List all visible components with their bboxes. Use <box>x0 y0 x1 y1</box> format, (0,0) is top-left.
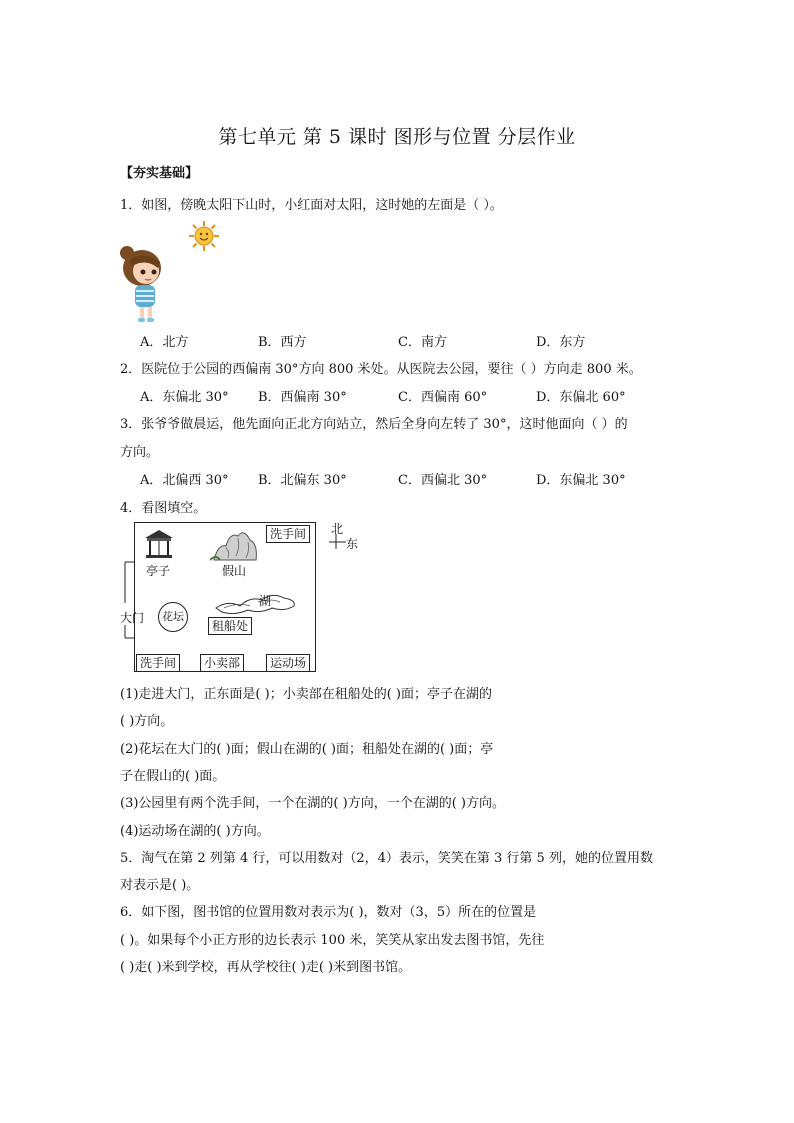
compass-icon <box>328 534 348 550</box>
question-4-stem: 4．看图填空。 <box>120 501 207 516</box>
section-heading: 【夯实基础】 <box>120 166 199 181</box>
q4-part4: (4)运动场在湖的( )方向。 <box>120 824 270 839</box>
compass-north-label: 北 <box>331 522 344 536</box>
pavilion-icon <box>143 528 175 560</box>
map-label-rockery: 假山 <box>222 564 247 578</box>
q4-part2-line1: (2)花坛在大门的( )面；假山在湖的( )面；租船处在湖的( )面；亭 <box>120 742 494 757</box>
rockery-icon <box>210 526 260 562</box>
map-label-sports: 运动场 <box>266 654 310 672</box>
q1-option-a: A．北方 <box>140 335 189 350</box>
question-3-stem-line2: 方向。 <box>120 445 160 460</box>
q1-option-b: B．西方 <box>258 335 307 350</box>
question-5-line1: 5．淘气在第 2 列第 4 行，可以用数对（2，4）表示，笑笑在第 3 行第 5 列，她的位置用数 <box>120 851 653 866</box>
q4-part1-line1: (1)走进大门，正东面是( )；小卖部在租船处的( )面；亭子在湖的 <box>120 687 492 702</box>
question-2-stem: 2．医院位于公园的西偏南 30°方向 800 米处。从医院去公园，要往（ ）方向走 800 米。 <box>120 362 642 377</box>
map-label-shop: 小卖部 <box>200 654 244 672</box>
question-1-stem: 1．如图，傍晚太阳下山时，小红面对太阳，这时她的左面是（ ）。 <box>120 198 503 213</box>
map-label-lake: 湖 <box>259 594 272 608</box>
q4-part2-line2: 子在假山的( )面。 <box>120 769 226 784</box>
q3-option-b: B．北偏东 30° <box>258 473 347 488</box>
sun-icon <box>188 220 220 252</box>
page-title: 第七单元 第 5 课时 图形与位置 分层作业 <box>218 126 576 148</box>
q3-option-a: A．北偏西 30° <box>140 473 229 488</box>
q2-option-d: D．东偏北 60° <box>536 390 626 405</box>
girl-illustration <box>118 244 166 324</box>
q3-option-d: D．东偏北 30° <box>536 473 626 488</box>
q1-option-c: C．南方 <box>398 335 447 350</box>
map-label-boat-rental: 租船处 <box>208 617 252 635</box>
map-label-gate: 大门 <box>120 611 145 625</box>
map-label-flowerbed: 花坛 <box>158 602 188 632</box>
lake-icon <box>214 590 298 616</box>
q4-part1-line2: ( )方向。 <box>120 714 174 729</box>
q4-part3: (3)公园里有两个洗手间，一个在湖的( )方向，一个在湖的( )方向。 <box>120 796 505 811</box>
q2-option-b: B．西偏南 30° <box>258 390 347 405</box>
question-5-line2: 对表示是( )。 <box>120 878 200 893</box>
map-label-pavilion: 亭子 <box>146 564 171 578</box>
q2-option-c: C．西偏南 60° <box>398 390 488 405</box>
q1-option-d: D．东方 <box>536 335 586 350</box>
map-label-restroom-top: 洗手间 <box>266 525 310 543</box>
question-6-line2: ( )。如果每个小正方形的边长表示 100 米，笑笑从家出发去图书馆，先往 <box>120 933 545 948</box>
question-3-stem-line1: 3．张爷爷做晨运，他先面向正北方向站立，然后全身向左转了 30°，这时他面向（ ）的 <box>120 417 628 432</box>
q2-option-a: A．东偏北 30° <box>140 390 229 405</box>
compass-east-label: 东 <box>346 537 359 551</box>
question-6-line3: ( )走( )米到学校，再从学校往( )走( )米到图书馆。 <box>120 960 412 975</box>
gate-arrow-icon <box>120 560 140 640</box>
map-label-restroom-bottom: 洗手间 <box>136 654 180 672</box>
question-6-line1: 6．如下图，图书馆的位置用数对表示为( )，数对（3，5）所在的位置是 <box>120 905 537 920</box>
q3-option-c: C．西偏北 30° <box>398 473 488 488</box>
